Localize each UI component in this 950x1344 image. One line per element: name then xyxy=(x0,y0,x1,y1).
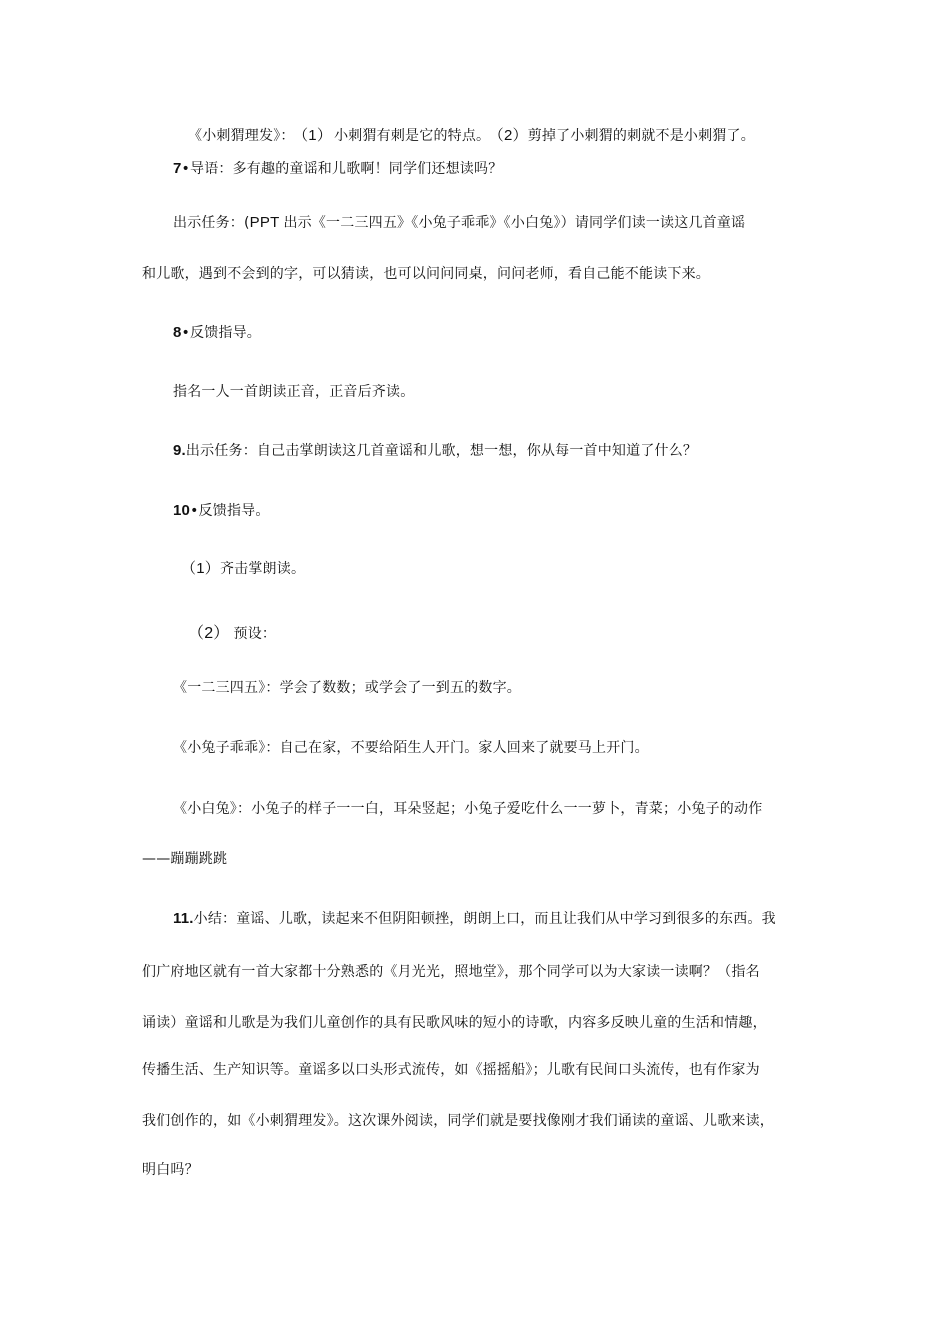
paragraph-line xyxy=(181,559,305,579)
paragraph-line xyxy=(188,624,276,644)
line-text: 明白吗？ xyxy=(142,1162,199,1178)
paragraph-line xyxy=(142,962,760,982)
item-number: 10 xyxy=(173,502,191,519)
paragraph-line xyxy=(173,678,521,698)
paragraph-line xyxy=(142,1013,767,1033)
line-text: •导语：多有趣的童谣和儿歌啊！同学们还想读吗？ xyxy=(181,161,503,177)
line-text: 剪掉了小刺猬的刺就不是小刺猬了。 xyxy=(527,128,755,144)
line-text: ——蹦蹦跳跳 xyxy=(142,851,228,867)
paragraph-line xyxy=(173,909,776,929)
paragraph-line xyxy=(173,382,414,402)
item-number: （2） xyxy=(188,625,230,642)
line-number: （1） xyxy=(300,127,333,144)
line-text: 诵读）童谣和儿歌是为我们儿童创作的具有民歌风味的短小的诗歌，内容多反映儿童的生活和情趣， xyxy=(142,1015,767,1031)
line-text: 指名一人一首朗读正音，正音后齐读。 xyxy=(173,384,415,400)
paragraph-line xyxy=(173,159,502,179)
paragraph-line xyxy=(142,1111,774,1131)
line-text: 出示任务：( xyxy=(173,215,250,231)
item-number: （1） xyxy=(181,560,220,577)
line-text: •反馈指导。 xyxy=(190,503,270,519)
line-text: 《小白兔》：小兔子的样子一一白，耳朵竖起；小兔子爱吃什么一一萝卜，青菜；小兔子的动作 xyxy=(173,801,763,817)
item-number: 7 xyxy=(173,160,182,177)
line-text: 出示《一二三四五》《小兔子乖乖》《小白兔》）请同学们读一读这几首童谣 xyxy=(283,215,746,231)
line-text: 和儿歌，遇到不会到的字，可以猜读，也可以问问同桌，问问老师，看自己能不能读下来。 xyxy=(142,266,710,282)
line-text: 传播生活、生产知识等。童谣多以口头形式流传，如《摇摇船》；儿歌有民间口头流传，也有作家为 xyxy=(142,1062,760,1078)
line-text: 《小刺猬理发》： xyxy=(188,128,295,144)
line-text: 我们创作的，如《小刺猬理发》。这次课外阅读，同学们就是要找像刚才我们诵读的童谣、儿歌来读， xyxy=(142,1113,774,1129)
line-text: PPT xyxy=(249,214,280,231)
paragraph-line xyxy=(142,1060,760,1080)
line-text: 预设： xyxy=(233,626,277,642)
paragraph-line xyxy=(173,441,697,461)
paragraph-line xyxy=(173,213,745,233)
item-number: 11. xyxy=(173,910,194,927)
item-number: 8 xyxy=(173,324,182,341)
line-text: 小刺猬有刺是它的特点。 xyxy=(334,128,491,144)
line-text: 出示任务：自己击掌朗读这几首童谣和儿歌，想一想，你从每一首中知道了什么？ xyxy=(185,443,698,459)
item-number: 9. xyxy=(173,442,186,459)
paragraph-line xyxy=(173,501,270,521)
paragraph-line xyxy=(142,849,227,869)
paragraph-line xyxy=(173,323,261,343)
paragraph-line xyxy=(142,264,710,284)
line-text: 齐击掌朗读。 xyxy=(219,561,306,577)
line-text: •反馈指导。 xyxy=(181,325,262,341)
line-text: 《小兔子乖乖》：自己在家，不要给陌生人开门。家人回来了就要马上开门。 xyxy=(173,740,649,756)
line-text: 们广府地区就有一首大家都十分熟悉的《月光光，照地堂》，那个同学可以为大家读一读啊？（指名 xyxy=(142,964,760,980)
line-text: 小结：童谣、儿歌，读起来不但阴阳顿挫，朗朗上口，而且让我们从中学习到很多的东西。我 xyxy=(193,911,776,927)
paragraph-line xyxy=(173,738,649,758)
paragraph-line xyxy=(173,799,762,819)
line-number: （2） xyxy=(496,127,528,144)
paragraph-line xyxy=(188,126,755,146)
paragraph-line xyxy=(142,1160,199,1180)
line-text: 《一二三四五》：学会了数数；或学会了一到五的数字。 xyxy=(173,680,521,696)
